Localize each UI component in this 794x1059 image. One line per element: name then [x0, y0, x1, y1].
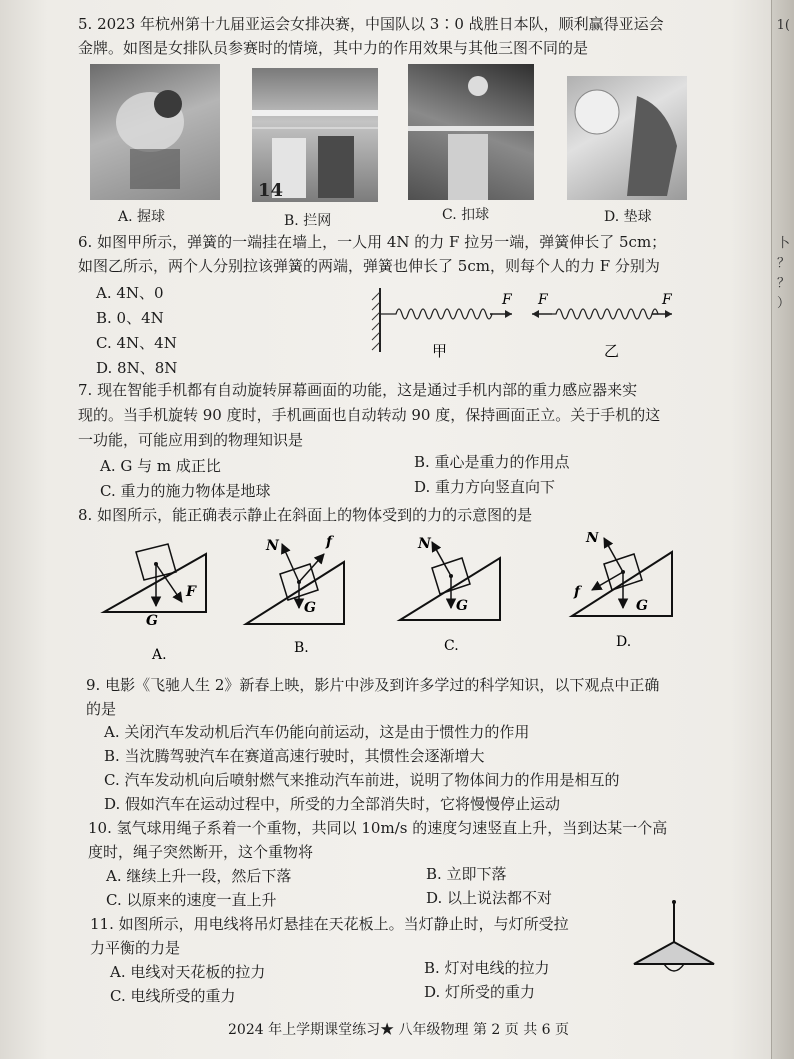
q11-stem-line1: 11. 如图所示，用电线将吊灯悬挂在天花板上。当灯静止时，与灯所受拉	[90, 915, 569, 933]
force-label-f-friction: f	[574, 584, 581, 600]
force-label-g: G	[636, 598, 648, 614]
q5-caption-c: C. 扣球	[442, 207, 490, 223]
q6-option-a: A. 4N、0	[96, 284, 164, 302]
q6-stem-line2: 如图乙所示，两个人分别拉该弹簧的两端，弹簧也伸长了 5cm，则每个人的力 F 分别为	[78, 257, 660, 275]
q9-stem-line1: 9. 电影《飞驰人生 2》新春上映，影片中涉及到许多学过的科学知识，以下观点中正确	[86, 676, 660, 694]
q10-option-d: D. 以上说法都不对	[426, 889, 553, 907]
force-label: F	[538, 292, 548, 308]
edge-mark: 1(	[776, 18, 790, 33]
photo-spike	[408, 64, 534, 200]
spring-figure	[360, 282, 690, 362]
force-label-f-friction: f	[326, 534, 333, 550]
q5-stem-line2: 金牌。如图是女排队员参赛时的情境，其中力的作用效果与其他三图不同的是	[78, 39, 589, 57]
diagram-b	[246, 534, 344, 656]
photo-dig	[567, 76, 687, 200]
q6-option-c: C. 4N、4N	[96, 334, 177, 352]
page-footer: 2024 年上学期课堂练习★ 八年级物理 第 2 页 共 6 页	[228, 1022, 570, 1038]
q10-stem-line1: 10. 氢气球用绳子系着一个重物，共同以 10m/s 的速度匀速竖直上升，当到达某一个高	[88, 819, 668, 837]
incline-diagrams	[96, 532, 716, 662]
edge-mark: 卜	[776, 236, 790, 251]
q9-stem-line2: 的是	[86, 700, 117, 718]
q11-option-a: A. 电线对天花板的拉力	[110, 963, 266, 981]
force-label-g: G	[304, 600, 316, 616]
force-label-n: N	[266, 538, 279, 554]
diagram-d	[572, 532, 672, 650]
q7-option-b: B. 重心是重力的作用点	[414, 453, 570, 471]
q8-caption-c: C.	[444, 638, 459, 654]
hanging-lamp-figure	[628, 898, 718, 978]
q7-stem-line1: 7. 现在智能手机都有自动旋转屏幕画面的功能，这是通过手机内部的重力感应器来实	[78, 381, 638, 399]
q8-caption-b: B.	[294, 640, 309, 656]
force-label-n: N	[418, 536, 431, 552]
edge-mark: ）	[776, 296, 790, 311]
force-label-f: F	[186, 584, 196, 600]
photo-block-net	[252, 68, 378, 202]
q8-caption-d: D.	[616, 634, 632, 650]
q7-stem-line3: 一功能，可能应用到的物理知识是	[78, 431, 304, 449]
diagram-a	[104, 544, 206, 662]
q8-stem: 8. 如图所示，能正确表示静止在斜面上的物体受到的力的示意图的是	[78, 506, 533, 524]
q10-option-b: B. 立即下落	[426, 865, 507, 883]
force-label: F	[502, 292, 512, 308]
q9-option-d: D. 假如汽车在运动过程中，所受的力全部消失时，它将慢慢停止运动	[104, 795, 561, 813]
q7-option-d: D. 重力方向竖直向下	[414, 478, 556, 496]
q11-option-d: D. 灯所受的重力	[424, 983, 536, 1001]
q10-stem-line2: 度时，绳子突然断开，这个重物将	[88, 843, 314, 861]
diagram-c	[400, 536, 500, 654]
q11-stem-line2: 力平衡的力是	[90, 939, 181, 957]
force-label-g: G	[146, 613, 158, 629]
q10-option-a: A. 继续上升一段，然后下落	[106, 867, 292, 885]
q7-option-a: A. G 与 m 成正比	[100, 457, 221, 475]
q5-caption-b: B. 拦网	[284, 213, 332, 229]
q8-caption-a: A.	[152, 647, 167, 662]
q9-option-a: A. 关闭汽车发动机后汽车仍能向前运动，这是由于惯性力的作用	[104, 723, 530, 741]
force-label-n: N	[586, 532, 599, 546]
q11-option-b: B. 灯对电线的拉力	[424, 959, 550, 977]
q6-option-d: D. 8N、8N	[96, 359, 178, 377]
q5-stem-line1: 5. 2023 年杭州第十九届亚运会女排决赛，中国队以 3∶0 战胜日本队，顺利赢得亚运会	[78, 15, 664, 33]
q7-option-c: C. 重力的施力物体是地球	[100, 482, 271, 500]
q11-option-c: C. 电线所受的重力	[110, 987, 236, 1005]
figure-label-jia: 甲	[432, 342, 448, 360]
q10-option-c: C. 以原来的速度一直上升	[106, 891, 277, 909]
q5-caption-d: D. 垫球	[604, 209, 652, 225]
q6-option-b: B. 0、4N	[96, 309, 164, 327]
edge-mark: ？	[776, 276, 790, 291]
force-label-g: G	[456, 598, 468, 614]
next-page-edge	[771, 0, 794, 1059]
edge-mark: ？	[776, 256, 790, 271]
q6-stem-line1: 6. 如图甲所示，弹簧的一端挂在墙上，一人用 4N 的力 F 拉另一端，弹簧伸长了 5cm；	[78, 233, 667, 251]
figure-label-yi: 乙	[604, 342, 620, 360]
photo-hold-ball	[90, 64, 220, 200]
q9-option-b: B. 当沈腾驾驶汽车在赛道高速行驶时，其惯性会逐渐增大	[104, 747, 485, 765]
q5-caption-a: A. 握球	[118, 209, 166, 225]
force-label: F	[662, 292, 672, 308]
q7-stem-line2: 现的。当手机旋转 90 度时，手机画面也自动转动 90 度，保持画面正立。关于手机的这	[78, 406, 661, 424]
jersey-number: 14	[258, 180, 284, 201]
q9-option-c: C. 汽车发动机向后喷射燃气来推动汽车前进，说明了物体间力的作用是相互的	[104, 771, 620, 789]
